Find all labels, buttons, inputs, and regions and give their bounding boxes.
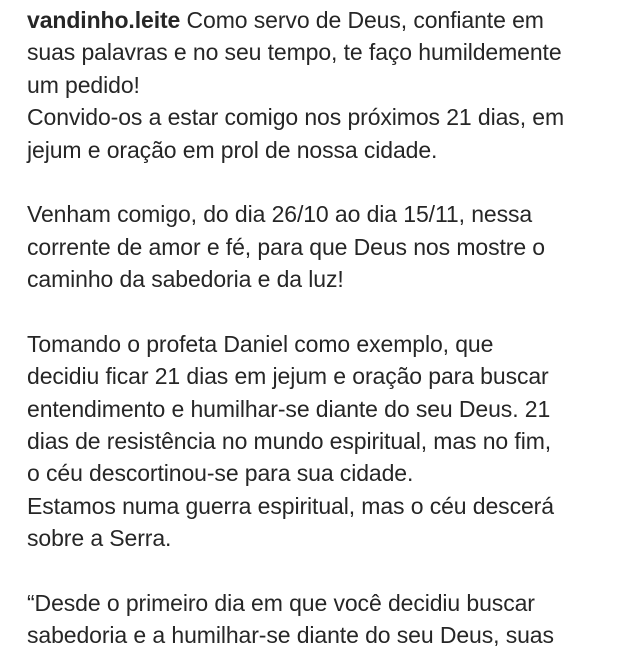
paragraph-break: [27, 296, 627, 328]
caption-line: [27, 4, 627, 36]
username-link[interactable]: vandinho.leite: [27, 7, 181, 33]
paragraph-break: [27, 166, 627, 198]
caption-line: entendimento e humilhar-se diante do seu Deus. 21: [27, 395, 551, 422]
caption-line: decidiu ficar 21 dias em jejum e oração para buscar: [27, 363, 549, 390]
caption-line: Estamos numa guerra espiritual, mas o céu descerá: [27, 492, 554, 519]
caption-line: Venham comigo, do dia 26/10 ao dia 15/11, nessa: [27, 201, 533, 228]
caption-line: Convido-os a estar comigo nos próximos 21 dias, em: [27, 104, 565, 131]
caption-line: corrente de amor e fé, para que Deus nos mostre o: [27, 233, 545, 260]
caption-line: jejum e oração em prol de nossa cidade.: [27, 136, 438, 163]
caption-line: suas palavras e no seu tempo, te faço humildemente: [27, 39, 562, 66]
caption-line: “Desde o primeiro dia em que você decidiu buscar: [27, 590, 535, 617]
caption-line: um pedido!: [27, 71, 140, 98]
caption-text: Como servo de Deus, confiante em: [180, 7, 544, 33]
caption-line: sobre a Serra.: [27, 525, 172, 552]
post-caption: [27, 4, 627, 652]
caption-line: Tomando o profeta Daniel como exemplo, que: [27, 330, 494, 357]
caption-line: sabedoria e a humilhar-se diante do seu Deus, suas: [27, 622, 554, 649]
caption-line: caminho da sabedoria e da luz!: [27, 266, 344, 293]
paragraph-break: [27, 555, 627, 587]
caption-line: o céu descortinou-se para sua cidade.: [27, 460, 414, 487]
caption-line: dias de resistência no mundo espiritual, mas no fim,: [27, 428, 552, 455]
